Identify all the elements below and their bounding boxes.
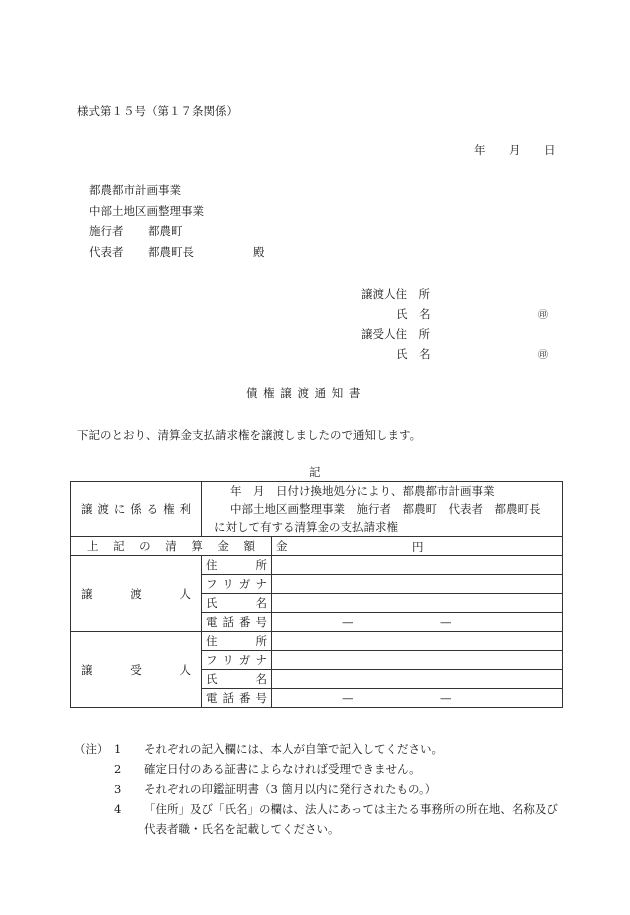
assignor-furigana-label-cell	[202, 575, 272, 594]
phone-dash: —	[440, 691, 452, 705]
assignor-addr-label-cell	[202, 556, 272, 575]
assignor-name-field[interactable]	[272, 594, 563, 613]
furigana-label: フリガナ	[206, 577, 267, 591]
name-label: 氏 名	[206, 672, 267, 686]
right-desc-line2: 中部土地区画整理事業 施行者 都農町 代表者 都農町長	[202, 500, 563, 518]
phone-label: 電話番号	[206, 615, 267, 629]
addr-label: 住 所	[206, 634, 267, 648]
right-label: 譲 渡 に 係 る 権 利	[81, 502, 191, 516]
addressee-role1: 施行者	[89, 224, 124, 238]
assignor-address-label: 譲渡人住 所	[361, 287, 430, 301]
note-number: 4	[114, 802, 122, 816]
name-label: 氏 名	[206, 596, 267, 610]
table-row	[71, 482, 563, 501]
assignee-seal: ㊞	[538, 350, 548, 361]
assignee-furigana-field[interactable]	[272, 651, 563, 670]
amount-label-cell	[71, 537, 272, 556]
note-item	[74, 799, 574, 819]
right-desc-line1: 年 月 日付け換地処分により、都農都市計画事業	[202, 482, 563, 501]
addressee-line2: 中部土地区画整理事業	[89, 204, 204, 218]
assignee-phone-field[interactable]	[272, 689, 563, 708]
note-text: それぞれの印鑑証明書（3 箇月以内に発行されたもの。）	[144, 782, 437, 796]
statement: 下記のとおり、清算金支払請求権を譲渡しましたので通知します。	[77, 428, 422, 442]
note-item	[74, 739, 574, 759]
note-text: それぞれの記入欄には、本人が自筆で記入してください。	[144, 742, 443, 756]
note-continuation: 代表者職・氏名を記載してください。	[144, 822, 340, 836]
assignee-address-label: 譲受人住 所	[361, 327, 430, 341]
amount-cell	[272, 537, 563, 556]
right-label-cell	[71, 482, 202, 537]
ki-heading: 記	[309, 465, 321, 479]
phone-dash: —	[342, 615, 354, 629]
note-number: 1	[114, 742, 122, 756]
note-number: 2	[114, 762, 122, 776]
addressee-name1: 都農町	[148, 224, 183, 238]
assignor-cell	[71, 556, 202, 632]
assignee-furigana-label-cell	[202, 651, 272, 670]
table-row	[71, 556, 563, 575]
date-day: 日	[544, 143, 556, 157]
addressee-honorific: 殿	[253, 245, 265, 259]
addressee-line1: 都農都市計画事業	[89, 183, 181, 197]
form-number: 様式第１５号（第１７条関係）	[77, 104, 238, 118]
phone-dash: —	[440, 615, 452, 629]
addr-label: 住 所	[206, 558, 267, 572]
table-row	[71, 632, 563, 651]
assignee-addr-field[interactable]	[272, 632, 563, 651]
assignee-name-field[interactable]	[272, 670, 563, 689]
assignor-phone-label-cell	[202, 613, 272, 632]
assignor-name-label-cell	[202, 594, 272, 613]
assignee-name-label-cell	[202, 670, 272, 689]
assignor-name-label: 氏 名	[396, 307, 431, 321]
note-number: 3	[114, 782, 122, 796]
phone-dash: —	[342, 691, 354, 705]
table-row	[71, 537, 563, 556]
amount-unit: 円	[412, 540, 424, 554]
amount-label: 上 記 の 清 算 金 額	[87, 539, 255, 553]
assignor-furigana-field[interactable]	[272, 575, 563, 594]
phone-label: 電話番号	[206, 691, 267, 705]
assignor-label: 譲 渡 人	[81, 586, 191, 601]
addressee-role2: 代表者	[89, 245, 124, 259]
date-month: 月	[509, 143, 521, 157]
note-text: 確定日付のある証書によらなければ受理できません。	[144, 762, 421, 776]
note-item	[74, 759, 574, 779]
notes	[74, 739, 574, 839]
document-title: 債 権 譲 渡 通 知 書	[246, 386, 362, 400]
note-text: 「住所」及び「氏名」の欄は、法人にあっては主たる事務所の所在地、名称及び	[144, 802, 558, 816]
amount-prefix: 金	[276, 539, 288, 553]
date-year: 年	[474, 143, 486, 157]
assignee-name-label: 氏 名	[396, 347, 431, 361]
furigana-label: フリガナ	[206, 653, 267, 667]
right-desc-line3: に対して有する清算金の支払請求権	[202, 518, 563, 537]
assignee-addr-label-cell	[202, 632, 272, 651]
form-table	[70, 481, 563, 708]
assignor-phone-field[interactable]	[272, 613, 563, 632]
assignee-cell	[71, 632, 202, 708]
assignor-seal: ㊞	[538, 310, 548, 321]
assignee-label: 譲 受 人	[81, 662, 191, 677]
note-item	[74, 779, 574, 799]
assignee-phone-label-cell	[202, 689, 272, 708]
notes-prefix: （注）	[74, 742, 109, 756]
assignor-addr-field[interactable]	[272, 556, 563, 575]
addressee-name2: 都農町長	[148, 245, 194, 259]
